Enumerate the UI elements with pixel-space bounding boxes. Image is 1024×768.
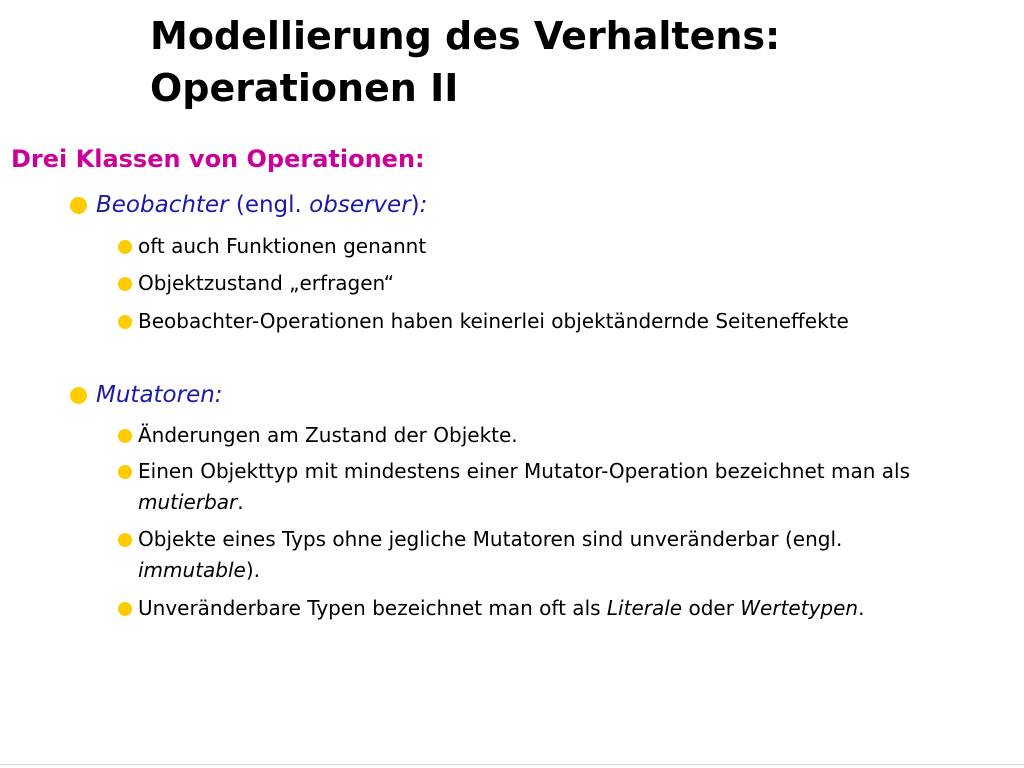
text-part: Objekte eines Typs ohne jegliche Mutatoren sind unveränderbar (engl. <box>138 527 843 551</box>
observer-term: Beobachter <box>96 192 229 218</box>
text-part: oder <box>682 596 741 620</box>
observer-colon: : <box>419 192 428 218</box>
bullet-icon <box>118 533 132 547</box>
bullet-icon <box>118 240 132 254</box>
list-item-text <box>138 524 958 586</box>
list-item-text <box>138 456 1008 518</box>
bullet-icon <box>118 602 132 616</box>
list-item-text: Objektzustand „erfragen“ <box>138 271 395 295</box>
observer-subitem-1 <box>118 231 1008 262</box>
text-part: Einen Objekttyp mit mindestens einer Mutator-Operation bezeichnet man als <box>138 459 910 483</box>
bullet-icon <box>118 315 132 329</box>
emphasis-term: mutierbar <box>138 490 238 514</box>
bullet-icon <box>118 429 132 443</box>
bullet-icon <box>70 387 87 404</box>
bullet-icon <box>70 197 87 214</box>
observer-subitem-2 <box>118 268 1008 299</box>
text-part: ). <box>245 558 261 582</box>
emphasis-term: Wertetypen <box>740 596 859 620</box>
list-item-text: oft auch Funktionen genannt <box>138 234 427 258</box>
observer-paren-close: ) <box>410 192 420 218</box>
list-item-text: Änderungen am Zustand der Objekte. <box>138 423 518 447</box>
list-item-text: Beobachter-Operationen haben keinerlei objektändernde Seiteneffekte <box>138 309 849 333</box>
mutators-item <box>70 379 223 411</box>
observer-paren-open: (engl. <box>228 192 310 218</box>
text-part: . <box>858 596 865 620</box>
slide-title-line-2: Operationen II <box>150 66 459 110</box>
bullet-icon <box>118 465 132 479</box>
mutators-subitem-1 <box>118 420 1008 451</box>
observer-item <box>70 189 427 221</box>
text-part: Unveränderbare Typen bezeichnet man oft als <box>138 596 607 620</box>
section-heading: Drei Klassen von Operationen: <box>11 145 425 173</box>
mutators-term: Mutatoren: <box>96 382 223 408</box>
mutators-subitem-3 <box>118 524 1008 586</box>
footer-divider <box>0 764 1024 765</box>
emphasis-term: Literale <box>606 596 683 620</box>
emphasis-term: immutable <box>138 558 246 582</box>
slide-title <box>150 10 1010 114</box>
observer-term-en: observer <box>309 192 411 218</box>
list-item-text <box>138 593 898 624</box>
mutators-subitem-2 <box>118 456 1008 518</box>
mutators-subitem-4 <box>118 593 1008 624</box>
observer-subitem-3 <box>118 306 878 337</box>
text-part: . <box>237 490 244 514</box>
slide-title-line-1: Modellierung des Verhaltens: <box>150 14 781 58</box>
bullet-icon <box>118 277 132 291</box>
